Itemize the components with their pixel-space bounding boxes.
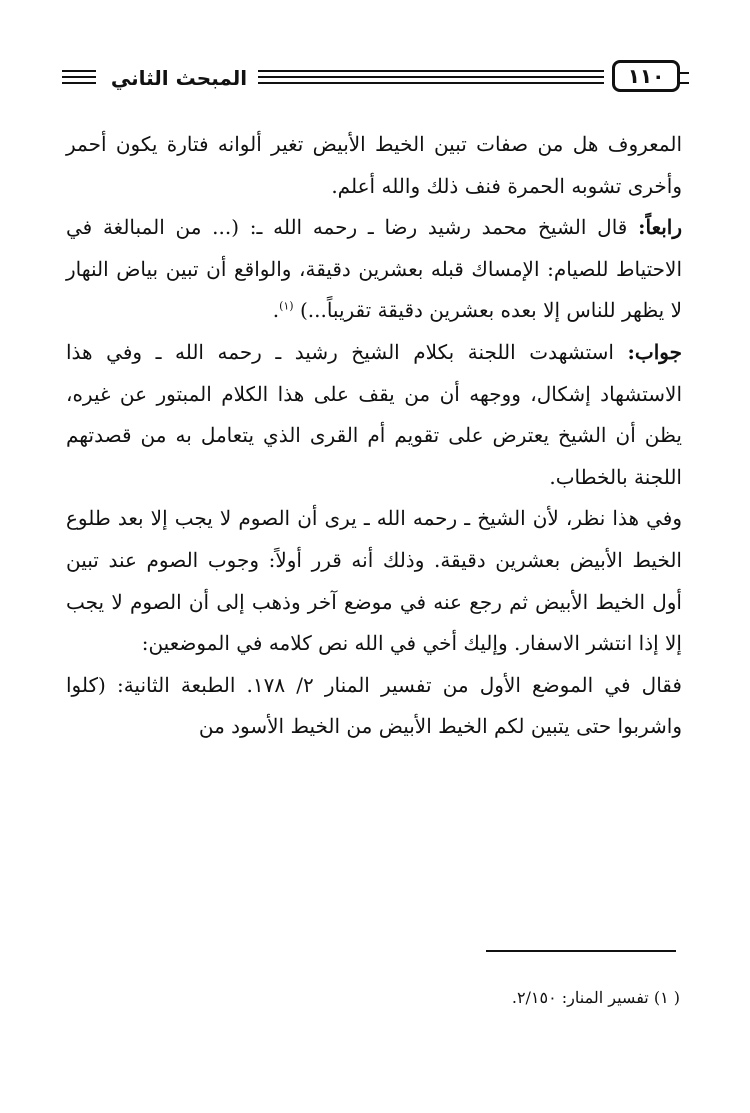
page-number: ١١٠ xyxy=(612,60,680,92)
paragraph-text: قال الشيخ محمد رشيد رضا ـ رحمه الله ـ: (... من المبالغة في الاحتياط للصيام: الإمساك قبله بعشرين دقيقة، والواقع أن تبين بياض النهار لا يظهر للناس إلا بعده بعشرين دقيقة تقريباً...) xyxy=(66,215,682,323)
section-title: المبحث الثاني xyxy=(110,66,248,90)
paragraph xyxy=(66,498,682,664)
paragraph-lead: رابعاً: xyxy=(638,215,682,240)
paragraph-text: وفي هذا نظر، لأن الشيخ ـ رحمه الله ـ يرى أن الصوم لا يجب إلا بعد طلوع الخيط الأبيض بعشرين دقيقة. وذلك أنه قرر أولاً: وجوب الصوم عند تبين أول الخيط الأبيض ثم رجع عنه في موضع آخر وذهب إلى أن الصوم لا يجب إلا إذا انتشر الاسفار. وإليك أخي في الله نص كلامه في الموضعين: xyxy=(66,506,682,656)
paragraph-text: استشهدت اللجنة بكلام الشيخ رشيد ـ رحمه الله ـ وفي هذا الاستشهاد إشكال، ووجهه أن من يقف على هذا الكلام المبتور عن غيره، يظن أن الشيخ يعترض على تقويم أم القرى الذي يتعامل به من قصدتهم اللجنة بالخطاب. xyxy=(66,339,682,489)
footnote-marker: (١) xyxy=(279,299,294,313)
paragraph-tail: . xyxy=(272,298,280,323)
paragraph-text: فقال في الموضع الأول من تفسير المنار ٢/ ١٧٨. الطبعة الثانية: (كلوا واشربوا حتى يتبين لكم الخيط الأبيض من الخيط الأسود من xyxy=(66,672,682,739)
body-text xyxy=(66,124,682,748)
header-ornament-rule xyxy=(258,70,604,84)
paragraph xyxy=(66,207,682,332)
footnote: ( ١) تفسير المنار: ٢/١٥٠. xyxy=(511,988,680,1007)
paragraph xyxy=(66,332,682,498)
running-header xyxy=(62,60,688,96)
paragraph-text: المعروف هل من صفات تبين الخيط الأبيض تغير ألوانه فتارة يكون أحمر وأخرى تشوبه الحمرة فنف ذلك والله أعلم. xyxy=(66,132,682,198)
header-ornament-left xyxy=(62,70,96,84)
footnote-separator xyxy=(486,950,676,952)
paragraph xyxy=(66,665,682,748)
paragraph xyxy=(66,124,682,207)
paragraph-lead: جواب: xyxy=(627,339,682,364)
